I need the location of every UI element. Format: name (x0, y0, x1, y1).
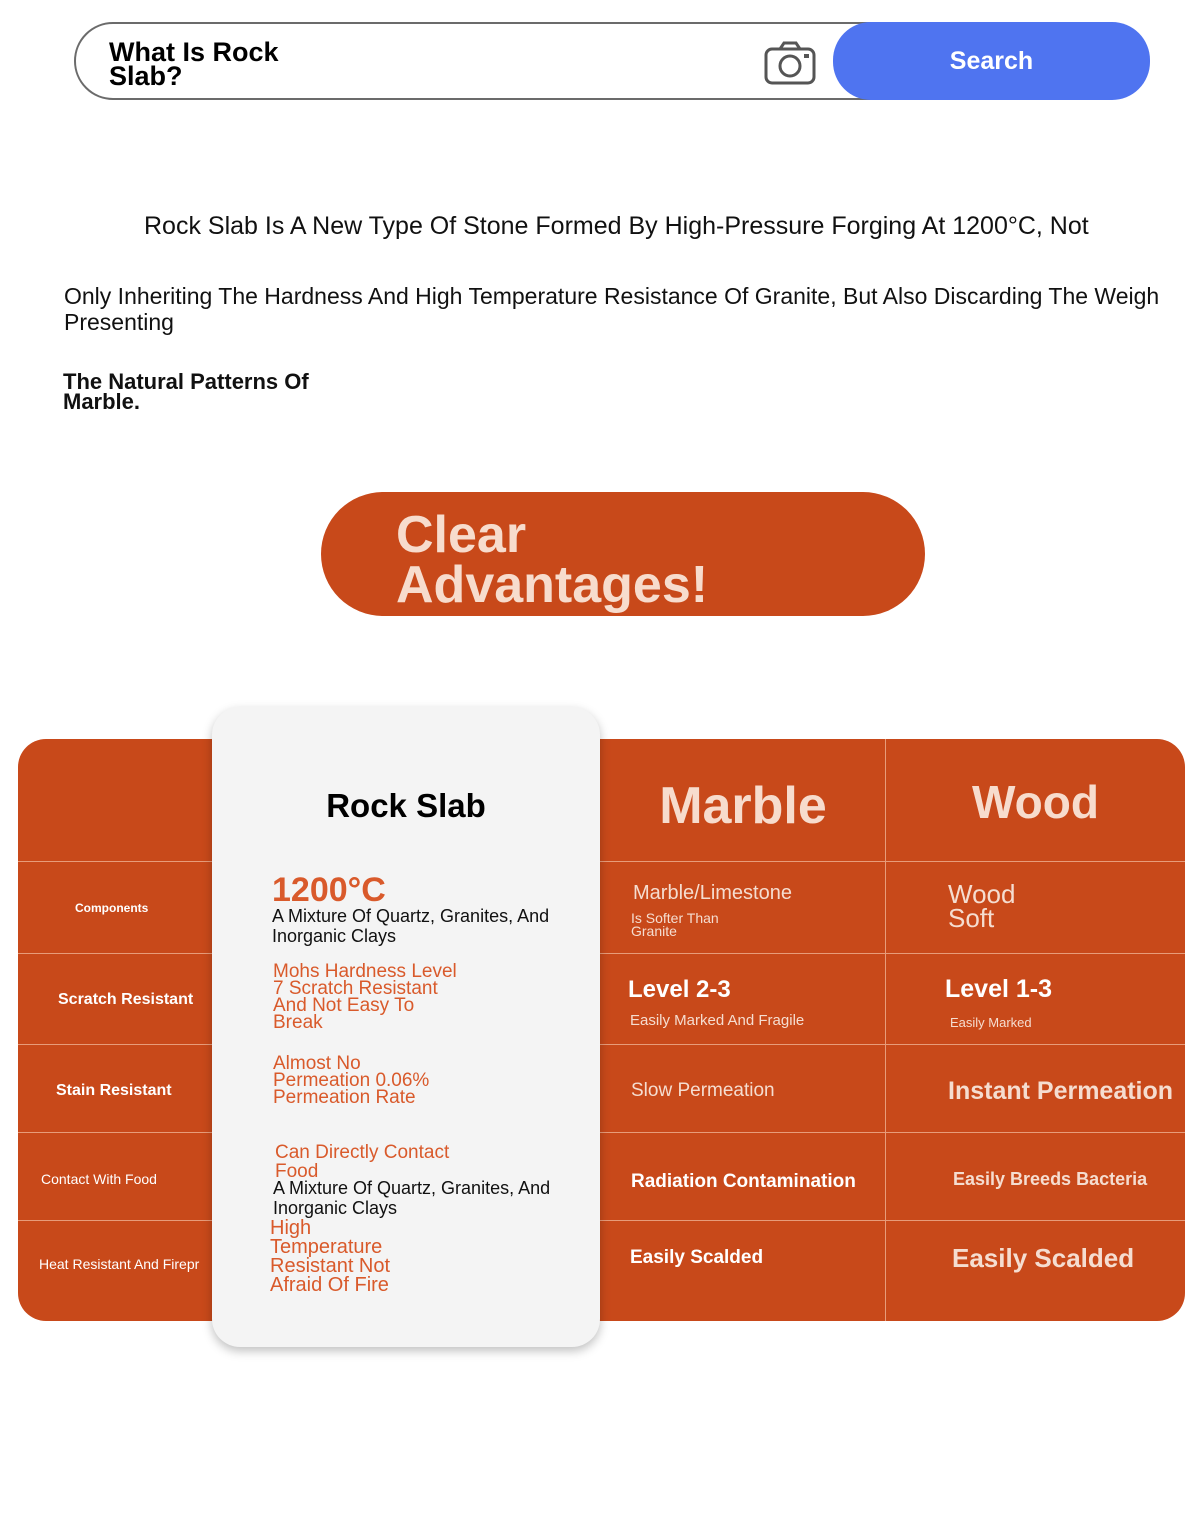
rock-slab-heat: High Temperature Resistant Not Afraid Of Fire (270, 1217, 391, 1296)
intro-subheading: The Natural Patterns Of Marble. (63, 369, 309, 414)
rock-slab-components: A Mixture Of Quartz, Granites, And Inorganic Clays (272, 906, 550, 946)
row-label-stain: Stain Resistant (56, 1082, 172, 1099)
advantages-banner-text: Clear Advantages! (396, 506, 709, 614)
camera-icon[interactable] (764, 41, 816, 85)
row-label-components: Components (75, 901, 149, 915)
search-input[interactable]: What Is Rock Slab? (109, 37, 279, 91)
wood-scratch-title: Level 1-3 (945, 975, 1053, 1003)
wood-food: Easily Breeds Bacteria (953, 1169, 1148, 1189)
intro-line-1: Rock Slab Is A New Type Of Stone Formed By High-Pressure Forging At 1200°C, Not (144, 212, 1089, 240)
rock-slab-temperature: 1200°C (272, 871, 386, 909)
column-head-rock-slab: Rock Slab (326, 787, 486, 824)
rock-slab-stain: Almost No Permeation 0.06% Permeation Rate (273, 1053, 430, 1108)
marble-food: Radiation Contamination (631, 1171, 856, 1192)
intro-line-2: Only Inheriting The Hardness And High Temperature Resistance Of Granite, But Also Discarding The Weigh (64, 283, 1160, 309)
column-head-marble: Marble (659, 777, 827, 835)
intro-line-3: Presenting (64, 309, 174, 335)
rock-slab-card (212, 707, 600, 1347)
marble-heat: Easily Scalded (630, 1247, 764, 1268)
marble-components-sub: Is Softer Than Granite (631, 910, 719, 939)
row-divider (18, 1132, 1185, 1133)
row-label-food: Contact With Food (41, 1171, 157, 1187)
marble-components-title: Marble/Limestone (633, 882, 792, 904)
row-label-heat: Heat Resistant And Firepr (39, 1256, 200, 1272)
row-divider (18, 953, 1185, 954)
wood-scratch-sub: Easily Marked (950, 1015, 1032, 1030)
wood-heat: Easily Scalded (952, 1243, 1135, 1273)
column-head-wood: Wood (972, 776, 1099, 828)
marble-scratch-sub: Easily Marked And Fragile (630, 1012, 805, 1029)
marble-stain: Slow Permeation (631, 1080, 775, 1101)
rock-slab-food-text: A Mixture Of Quartz, Granites, And Inorganic Clays (273, 1178, 551, 1218)
search-button[interactable]: Search (833, 22, 1150, 100)
rock-slab-food-highlight: Can Directly Contact Food (275, 1142, 450, 1182)
row-divider (18, 1220, 1185, 1221)
marble-scratch-title: Level 2-3 (628, 976, 731, 1003)
row-label-scratch: Scratch Resistant (58, 991, 194, 1008)
row-divider (18, 861, 1185, 862)
row-divider (18, 1044, 1185, 1045)
wood-components-title: Wood Soft (948, 879, 1016, 933)
search-bar (74, 22, 1146, 100)
wood-stain: Instant Permeation (948, 1077, 1174, 1105)
advantages-banner (321, 492, 925, 616)
rock-slab-scratch: Mohs Hardness Level 7 Scratch Resistant And Not Easy To Break (273, 961, 457, 1033)
